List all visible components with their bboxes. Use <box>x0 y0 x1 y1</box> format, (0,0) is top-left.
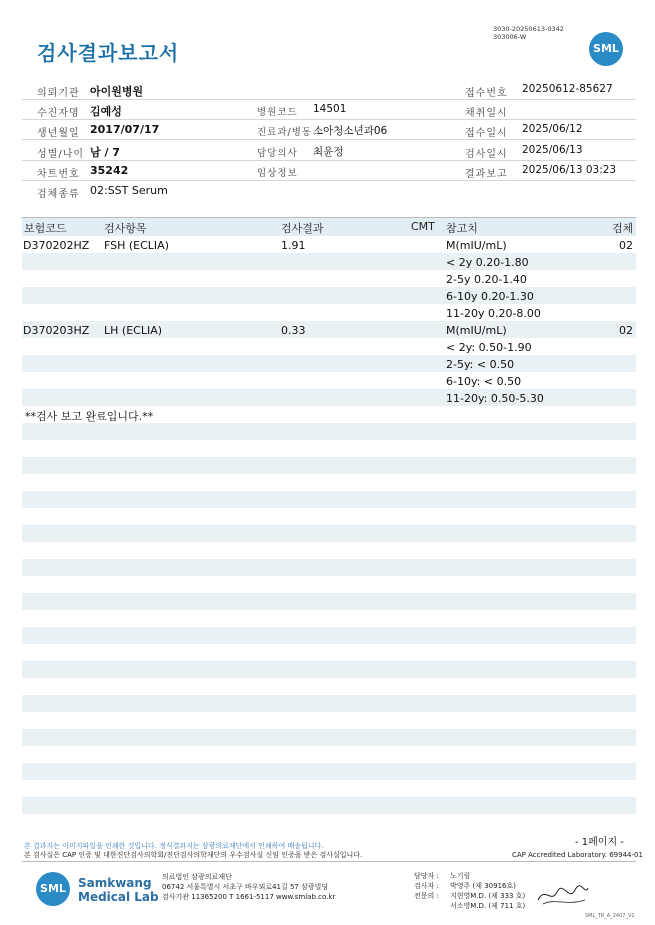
reference-range: 2-5y: < 0.50 <box>446 358 515 371</box>
right-label: 검사일시 <box>465 149 508 160</box>
company-logo: SML <box>36 872 70 906</box>
mid-value: 소아청소년과06 <box>313 125 388 137</box>
test-specimen: 02 <box>619 239 633 252</box>
info-row-divider <box>22 139 636 140</box>
patient-label: 차트번호 <box>37 169 80 180</box>
mid-label: 담당의사 <box>257 148 298 159</box>
stripe-row <box>22 525 636 542</box>
patient-value: 아이원병원 <box>90 85 144 98</box>
stripe-row <box>22 593 636 610</box>
mid-value: 최윤정 <box>313 146 344 158</box>
patient-label: 생년월일 <box>37 128 80 139</box>
col-result: 검사결과 <box>281 222 324 235</box>
test-result: 1.91 <box>281 239 306 252</box>
report-id <box>493 25 564 41</box>
col-specimen: 검체 <box>612 222 634 235</box>
report-title: 검사결과보고서 <box>37 41 180 65</box>
patient-value: 02:SST Serum <box>90 184 168 197</box>
right-value: 2025/06/13 03:23 <box>522 164 617 176</box>
test-item: LH (ECLIA) <box>104 324 163 337</box>
notice-1: 본 결과지는 이미지파일을 인쇄한 것입니다. 정식결과지는 삼광의료재단에서 인쇄하여 배송됩니다. <box>24 842 324 850</box>
test-result: 0.33 <box>281 324 306 337</box>
reference-range: 11-20y: 0.50-5.30 <box>446 392 544 405</box>
info-row-divider <box>22 180 636 181</box>
company-line-3: 검사기관 11365200 T 1661-5117 www.smlab.co.kr <box>162 893 336 901</box>
sml-logo: SML <box>589 32 623 66</box>
info-row-divider <box>22 99 636 100</box>
page-number: - 1페이지 - <box>575 837 624 848</box>
col-cmt: CMT <box>411 220 435 233</box>
reference-range: < 2y: 0.50-1.90 <box>446 341 532 354</box>
right-label: 결과보고 <box>465 169 508 180</box>
stripe-row <box>22 253 636 270</box>
report-code-2: 303006-W <box>493 33 527 41</box>
reference-range: < 2y 0.20-1.80 <box>446 256 529 269</box>
reference-range: M(mIU/mL) <box>446 324 507 337</box>
info-row-divider <box>22 119 636 120</box>
staff-label: 담당자 : <box>414 872 439 880</box>
stripe-row <box>22 695 636 712</box>
col-ref: 참고치 <box>446 222 478 235</box>
reference-range: 6-10y: < 0.50 <box>446 375 522 388</box>
test-code: D370203HZ <box>23 324 90 337</box>
stripe-row <box>22 797 636 814</box>
stripe-row <box>22 763 636 780</box>
info-row-divider <box>22 160 636 161</box>
test-specimen: 02 <box>619 324 633 337</box>
company-line-2: 06742 서울특별시 서초구 바우뫼로41길 57 삼광빌딩 <box>162 883 329 891</box>
patient-value: 2017/07/17 <box>90 123 160 136</box>
stripe-row <box>22 491 636 508</box>
staff-label: 검사자 : <box>414 882 439 890</box>
patient-label: 수진자명 <box>37 108 80 119</box>
table-header <box>22 218 636 236</box>
patient-label: 검체종류 <box>37 189 80 200</box>
right-value: 20250612-85627 <box>522 83 613 95</box>
col-code: 보험코드 <box>24 222 67 235</box>
staff-label: 전문의 : <box>414 892 439 900</box>
mid-label: 진료과/병동 <box>257 127 313 138</box>
right-label: 접수번호 <box>465 88 508 99</box>
patient-label: 성별/나이 <box>37 149 85 160</box>
right-label: 접수일시 <box>465 128 508 139</box>
reference-range: 6-10y 0.20-1.30 <box>446 290 534 303</box>
stripe-row <box>22 389 636 406</box>
mid-value: 14501 <box>313 103 347 115</box>
completion-note: **검사 보고 완료입니다.** <box>25 410 154 423</box>
company-name-1: Samkwang <box>78 876 152 890</box>
right-value: 2025/06/13 <box>522 144 583 156</box>
reference-range: M(mIU/mL) <box>446 239 507 252</box>
right-value: 2025/06/12 <box>522 123 583 135</box>
patient-value: 김예성 <box>90 105 122 118</box>
test-code: D370202HZ <box>23 239 90 252</box>
reference-range: 2-5y 0.20-1.40 <box>446 273 527 286</box>
staff-value: 박영주 (제 30916호) <box>450 882 516 890</box>
report-code-1: 3030-20250613-0342 <box>493 25 564 33</box>
stripe-row <box>22 423 636 440</box>
patient-label: 의뢰기관 <box>37 88 80 99</box>
patient-value: 35242 <box>90 164 129 177</box>
company-address <box>162 872 335 902</box>
signature-image <box>535 882 590 908</box>
company-name-2: Medical Lab <box>78 890 159 904</box>
test-item: FSH (ECLIA) <box>104 239 169 252</box>
form-code: SML_TR_A_2407_V1 <box>585 913 635 919</box>
mid-label: 임상정보 <box>257 168 298 179</box>
staff-value: 지현영M.D. (제 333 호) <box>450 892 526 900</box>
stripe-row <box>22 355 636 372</box>
stripe-row <box>22 661 636 678</box>
stripe-row <box>22 287 636 304</box>
footer-divider <box>22 861 636 862</box>
cap-accreditation: CAP Accredited Laboratory. 69944-01 <box>512 851 643 859</box>
col-item: 검사항목 <box>104 222 147 235</box>
company-line-1: 의료법인 삼광의료재단 <box>162 873 232 881</box>
staff-value: 서소영M.D. (제 711 호) <box>450 902 526 910</box>
right-label: 채취일시 <box>465 108 508 119</box>
company-name <box>78 876 159 904</box>
stripe-row <box>22 729 636 746</box>
reference-range: 11-20y 0.20-8.00 <box>446 307 541 320</box>
stripe-row <box>22 627 636 644</box>
mid-label: 병원코드 <box>257 107 298 118</box>
stripe-row <box>22 457 636 474</box>
patient-value: 남 / 7 <box>90 146 120 159</box>
stripe-row <box>22 559 636 576</box>
staff-value: 노기림 <box>450 872 471 880</box>
notice-2: 본 검사실은 CAP 인증 및 대한진단검사의학회/진단검사의학재단의 우수검사실 신임 인증을 받은 검사실입니다. <box>24 851 363 859</box>
